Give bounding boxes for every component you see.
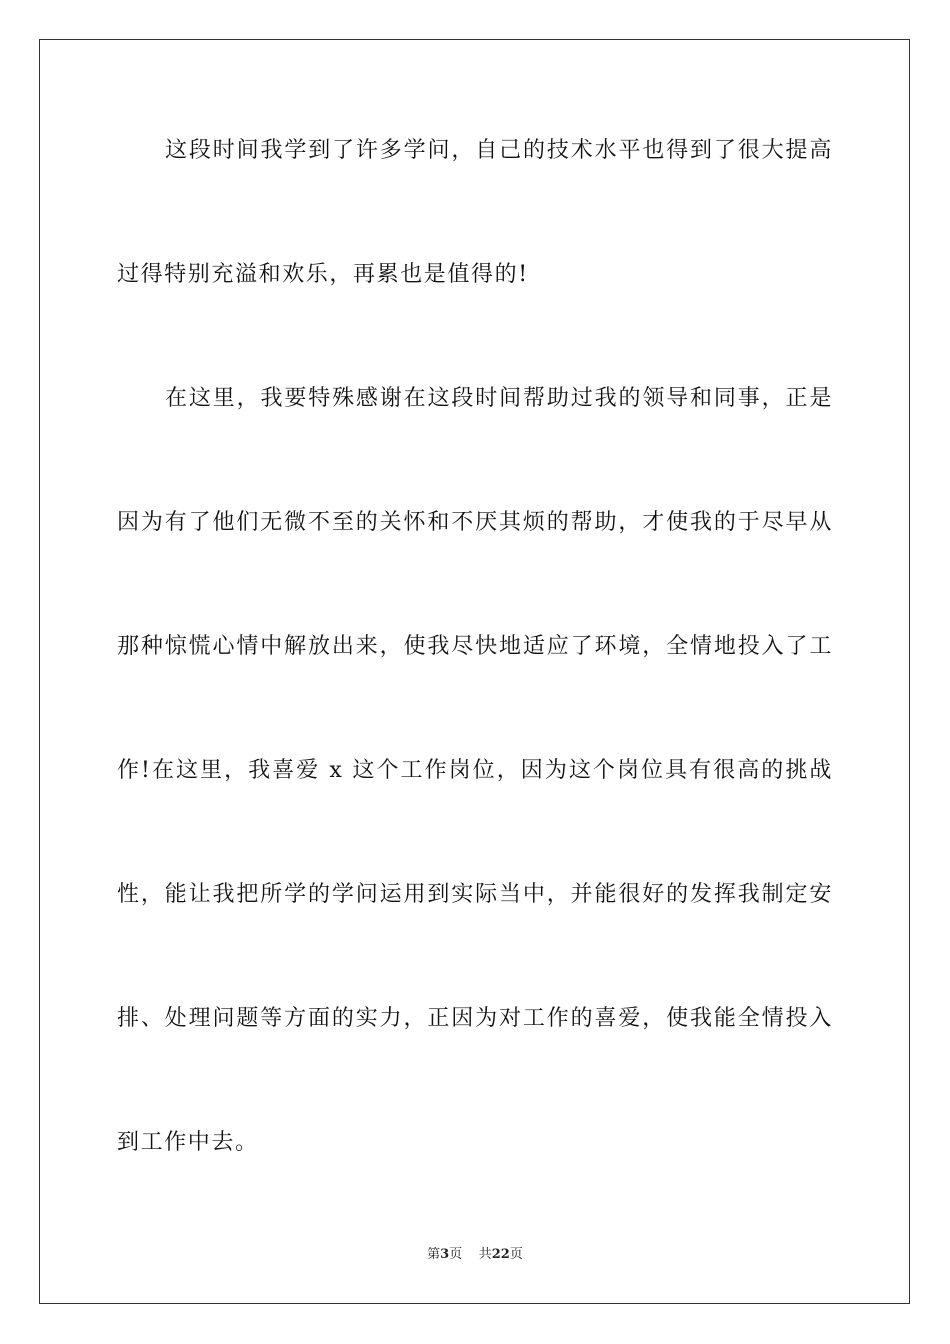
paragraph-line-1: 这段时间我学到了许多学问，自己的技术水平也得到了很大提高 (165, 138, 833, 163)
footer-page-prefix: 第 (427, 1247, 441, 1262)
footer-total-pages: 22 (491, 1247, 510, 1262)
footer-total-prefix: 共 (478, 1247, 492, 1262)
footer-page-suffix: 页 (449, 1247, 463, 1262)
paragraph-line-7: 性，能让我把所学的学问运用到实际当中，并能很好的发挥我制定安 (117, 882, 833, 907)
page-frame (39, 39, 910, 1304)
paragraph-line-4: 因为有了他们无微不至的关怀和不厌其烦的帮助，才使我的于尽早从 (117, 510, 833, 535)
paragraph-line-5: 那种惊慌心情中解放出来，使我尽快地适应了环境，全情地投入了工 (117, 634, 833, 659)
paragraph-line-3: 在这里，我要特殊感谢在这段时间帮助过我的领导和同事，正是 (165, 386, 833, 411)
paragraph-line-2: 过得特别充溢和欢乐，再累也是值得的! (117, 262, 529, 287)
paragraph-line-8: 排、处理问题等方面的实力，正因为对工作的喜爱，使我能全情投入 (117, 1006, 833, 1031)
paragraph-line-6: 作!在这里，我喜爱 x 这个工作岗位，因为这个岗位具有很高的挑战 (117, 758, 833, 783)
paragraph-line-9: 到工作中去。 (117, 1130, 259, 1155)
footer-page-number: 3 (440, 1247, 450, 1262)
page-footer (0, 1246, 950, 1264)
footer-total-suffix: 页 (509, 1247, 523, 1262)
